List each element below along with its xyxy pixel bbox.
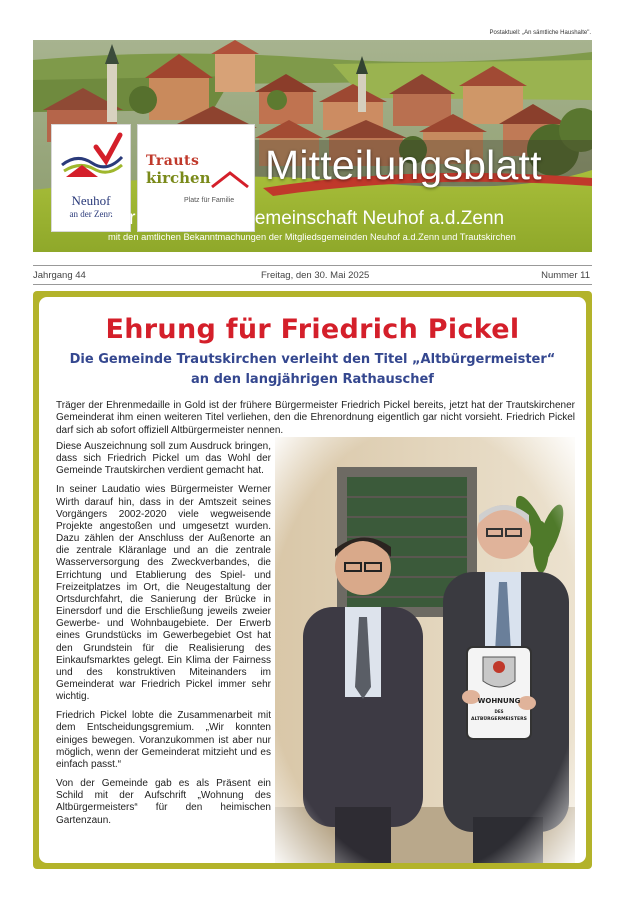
neuhof-logo-name: Neuhof xyxy=(71,193,111,208)
article-frame xyxy=(33,291,592,869)
article-subheadline-1: Die Gemeinde Trautskirchen verleiht den Titel „Altbürgermeister“ xyxy=(69,352,556,367)
sign-text-line1: WOHNUNG xyxy=(477,697,521,705)
masthead xyxy=(33,40,592,252)
article-text-column xyxy=(56,441,271,834)
issue-info-bar xyxy=(33,265,592,285)
article-paragraph: Diese Auszeichnung soll zum Ausdruck bringen, dass sich Friedrich Pickel um das Wohl der Gemeinde Trautskirchen verdient gemacht hat. xyxy=(56,441,271,477)
sign-text-line2: DES xyxy=(494,709,504,714)
newsletter-subtitle-2: mit den amtlichen Bekanntmachungen der Mitgliedsgemeinden Neuhof a.d.Zenn und Trautskirchen xyxy=(108,232,516,242)
article-photo xyxy=(275,437,575,863)
neuhof-emblem-icon xyxy=(52,125,132,191)
neuhof-logo-sub: an der Zenn xyxy=(69,209,113,219)
issue-volume: Jahrgang 44 xyxy=(33,270,86,281)
photo-two-men-with-sign xyxy=(275,437,575,863)
article-paragraph: Von der Gemeinde gab es als Präsent ein Schild mit der Aufschrift „Wohnung des Altbürgermeisters“ für den heimischen Gartenzaun. xyxy=(56,778,271,826)
sign-text-line3: ALTBÜRGERMEISTERS xyxy=(471,717,527,722)
article-headline: Ehrung für Friedrich Pickel xyxy=(105,314,520,345)
article-paragraph: Friedrich Pickel lobte die Zusammenarbeit mit dem Entscheidungsgremium. „Wir konnten einiges bewegen. Voranzukommen ist aber nur möglich, wenn der Gemeinderat mitzieht und es einfach passt.“ xyxy=(56,710,271,770)
newsletter-title: Mitteilungsblatt xyxy=(265,142,542,188)
article-subheadline-2: an den langjährigen Rathauschef xyxy=(191,372,434,387)
article-paragraph: In seiner Laudatio wies Bürgermeister Werner Wirth darauf hin, dass in der Amtszeit seines Vorgängers 2002-2020 viele wegweisende Projekte angestoßen und umgesetzt wurden. Dazu zählen der Anschluss der Außenorte an die zentrale Kläranlage und an die zentrale Wasserversorgung des Zweckverbandes, die Errichtung und Etablierung des Spiel- und Freizeitplatzes im Ort, die Neugestaltung der Ortsdurchfahrt, die Sanierung der Brücke in Einersdorf und die Erschließung jeweils zweier Gewerbe- und Wohnbaugebiete. Der Erwerb eines Grundstücks im Gewerbegebiet Ost hat den Grundstein für die Realisierung des Einkaufsmarktes gelegt. Ein Klima der Fairness und des konstruktiven Miteinanders im Gemeinderat war Friedrich Pickel immer sehr wichtig. xyxy=(56,484,271,703)
newsletter-subtitle: der Verwaltungsgemeinschaft Neuhof a.d.Zenn xyxy=(108,208,505,229)
trauts-roof-icon xyxy=(210,169,250,189)
postal-note: Postaktuell: „An sämtliche Haushalte". xyxy=(489,30,591,36)
article-body xyxy=(39,297,586,863)
trauts-logo-line1: Trauts xyxy=(146,153,200,169)
issue-number: Nummer 11 xyxy=(541,270,590,281)
trauts-logo-line2: kirchen xyxy=(146,169,211,187)
trauts-logo-tagline: Platz für Familie xyxy=(184,197,235,204)
article-intro: Träger der Ehrenmedaille in Gold ist der frühere Bürgermeister Friedrich Pickel bereits, jetzt hat der Trautskirchener Gemeinderat ihm einen weiteren Titel verliehen, den die Ehrenordnung eigentlich gar nicht vorsieht. Friedrich Pickel darf sich ab sofort offiziell Altbürgermeister nennen. xyxy=(56,400,575,436)
issue-date: Freitag, den 30. Mai 2025 xyxy=(261,270,370,281)
